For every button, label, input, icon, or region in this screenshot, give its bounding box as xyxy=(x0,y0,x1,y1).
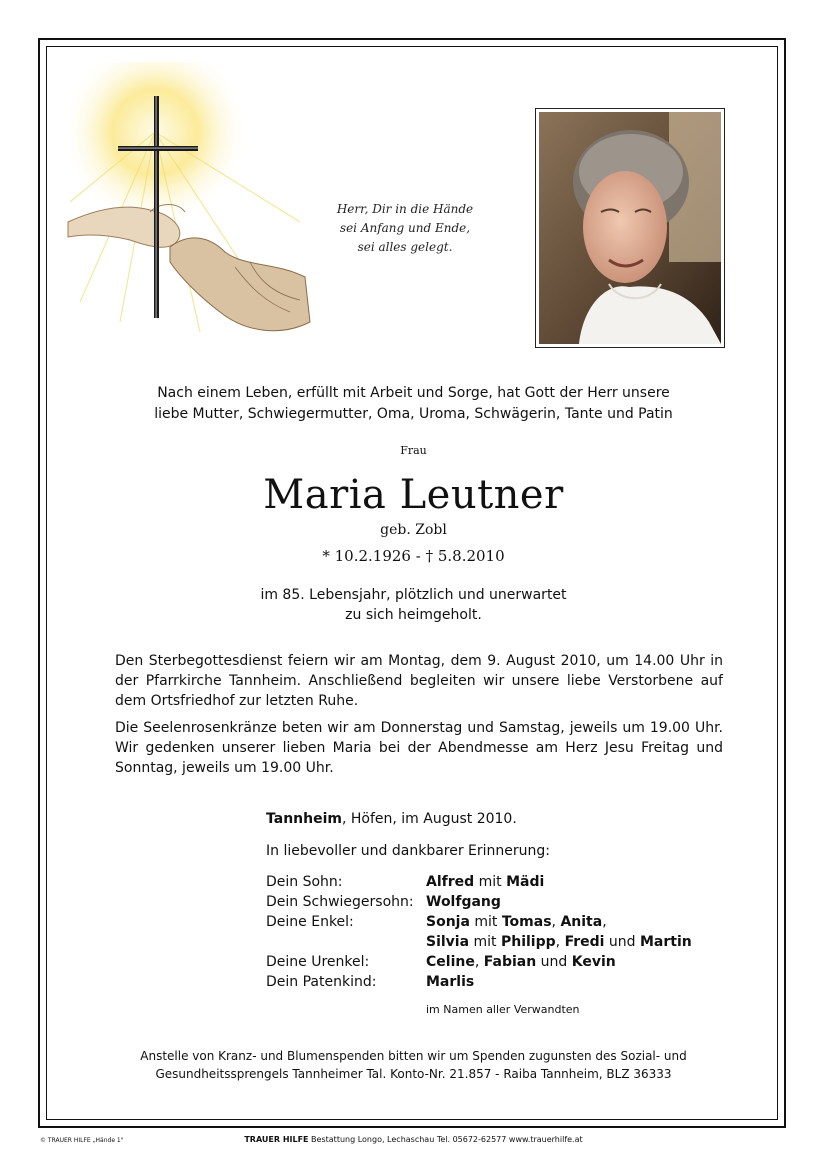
son-names xyxy=(426,872,544,892)
greatgrandchild-name: Celine xyxy=(426,954,475,970)
grandchildren-label: Deine Enkel: xyxy=(266,914,354,930)
greatgrandchild-separator: , xyxy=(474,954,484,970)
salutation: Frau xyxy=(400,444,427,457)
grandchild-connector: mit xyxy=(469,914,502,930)
grandchild-name: Sonja xyxy=(426,914,470,930)
footer-copyright: © TRAUER HILFE „Hände 1" xyxy=(40,1137,124,1144)
son-partner-name: Mädi xyxy=(506,874,545,890)
greatgrandchildren-names xyxy=(426,952,616,972)
greatgrandchild-name: Kevin xyxy=(571,954,616,970)
grandchildren-names-2 xyxy=(426,932,692,952)
intro-line-1: Nach einem Leben, erfüllt mit Arbeit und Sorge, hat Gott der Herr unsere xyxy=(157,385,670,401)
family-row-grandchildren xyxy=(266,912,692,932)
footer-brand: TRAUER HILFE xyxy=(244,1135,309,1144)
grandchild-name: Silvia xyxy=(426,934,470,950)
donation-line-2: Gesundheitssprengels Tannheimer Tal. Konto-Nr. 21.857 - Raiba Tannheim, BLZ 36333 xyxy=(155,1067,672,1081)
place-rest: , Höfen, im August 2010. xyxy=(341,811,517,827)
memory-line: In liebevoller und dankbarer Erinnerung: xyxy=(266,843,551,859)
donation-line-1: Anstelle von Kranz- und Blumenspenden bitten wir um Spenden zugunsten des Sozial- und xyxy=(140,1049,687,1063)
grandchild-separator: , xyxy=(555,934,565,950)
motto-line-2: sei Anfang und Ende, xyxy=(339,221,471,235)
hands-cross-icon xyxy=(60,62,320,362)
hands-cross-illustration xyxy=(60,62,320,362)
footer-imprint xyxy=(0,1135,827,1144)
intro-text xyxy=(100,383,727,425)
grandchild-name: Tomas xyxy=(501,914,552,930)
grandchild-separator: , xyxy=(551,914,561,930)
godchild-label: Dein Patenkind: xyxy=(266,974,377,990)
grandchild-separator: , xyxy=(602,914,607,930)
soninlaw-name: Wolfgang xyxy=(426,894,501,910)
funeral-paragraph: Den Sterbegottesdienst feiern wir am Montag, dem 9. August 2010, um 14.00 Uhr in der Pfarrkirche Tannheim. Anschließend begleiten wir unsere liebe Verstorbene auf dem Ortsfriedhof zur letzten Ruhe. xyxy=(115,653,723,709)
deceased-name: Maria Leutner xyxy=(263,472,564,518)
grandchildren-names-1 xyxy=(426,912,607,932)
greatgrandchildren-label: Deine Urenkel: xyxy=(266,954,370,970)
grandchild-name: Philipp xyxy=(500,934,556,950)
godchild-names xyxy=(426,972,474,992)
grandchild-connector: mit xyxy=(469,934,501,950)
grandchild-name: Fredi xyxy=(564,934,605,950)
footer-contact: Bestattung Longo, Lechaschau Tel. 05672-62577 www.trauerhilfe.at xyxy=(308,1135,583,1144)
rosary-paragraph: Die Seelenrosenkränze beten wir am Donnerstag und Samstag, jeweils um 19.00 Uhr. Wir gedenken unserer lieben Maria bei der Abendmesse am Herz Jesu Freitag und Sonntag, jeweils um 19.00 Uhr. xyxy=(115,720,723,776)
motto-line-1: Herr, Dir in die Hände xyxy=(336,202,474,216)
motto-verse xyxy=(320,200,490,257)
grandchild-name: Martin xyxy=(640,934,692,950)
life-dates: * 10.2.1926 - † 5.8.2010 xyxy=(322,547,505,565)
age-line-1: im 85. Lebensjahr, plötzlich und unerwartet xyxy=(260,587,567,603)
greatgrandchild-name: Fabian xyxy=(483,954,537,970)
family-row-greatgrandchildren xyxy=(266,952,692,972)
family-row-soninlaw xyxy=(266,892,692,912)
soninlaw-label: Dein Schwiegersohn: xyxy=(266,894,414,910)
grandchild-connector: und xyxy=(604,934,640,950)
intro-line-2: liebe Mutter, Schwiegermutter, Oma, Uroma, Schwägerin, Tante und Patin xyxy=(154,406,673,422)
son-connector: mit xyxy=(474,874,507,890)
godchild-name: Marlis xyxy=(426,974,475,990)
son-label: Dein Sohn: xyxy=(266,874,343,890)
place-town: Tannheim xyxy=(266,811,342,827)
donation-note xyxy=(0,1047,827,1083)
family-row-son xyxy=(266,872,692,892)
place-date xyxy=(266,811,517,827)
grandchild-name: Anita xyxy=(560,914,603,930)
portrait-photo xyxy=(535,108,725,348)
portrait-icon xyxy=(539,112,721,344)
motto-line-3: sei alles gelegt. xyxy=(357,240,453,254)
maiden-name: geb. Zobl xyxy=(380,522,447,538)
family-row-grandchildren-2 xyxy=(266,932,692,952)
son-name: Alfred xyxy=(426,874,475,890)
greatgrandchild-connector: und xyxy=(536,954,572,970)
family-list xyxy=(266,872,692,992)
relatives-note: im Namen aller Verwandten xyxy=(426,1003,580,1016)
age-line-2: zu sich heimgeholt. xyxy=(345,607,482,623)
family-row-godchild xyxy=(266,972,692,992)
soninlaw-names xyxy=(426,892,501,912)
age-text xyxy=(0,585,827,625)
grandchildren-label-spacer xyxy=(266,932,426,952)
